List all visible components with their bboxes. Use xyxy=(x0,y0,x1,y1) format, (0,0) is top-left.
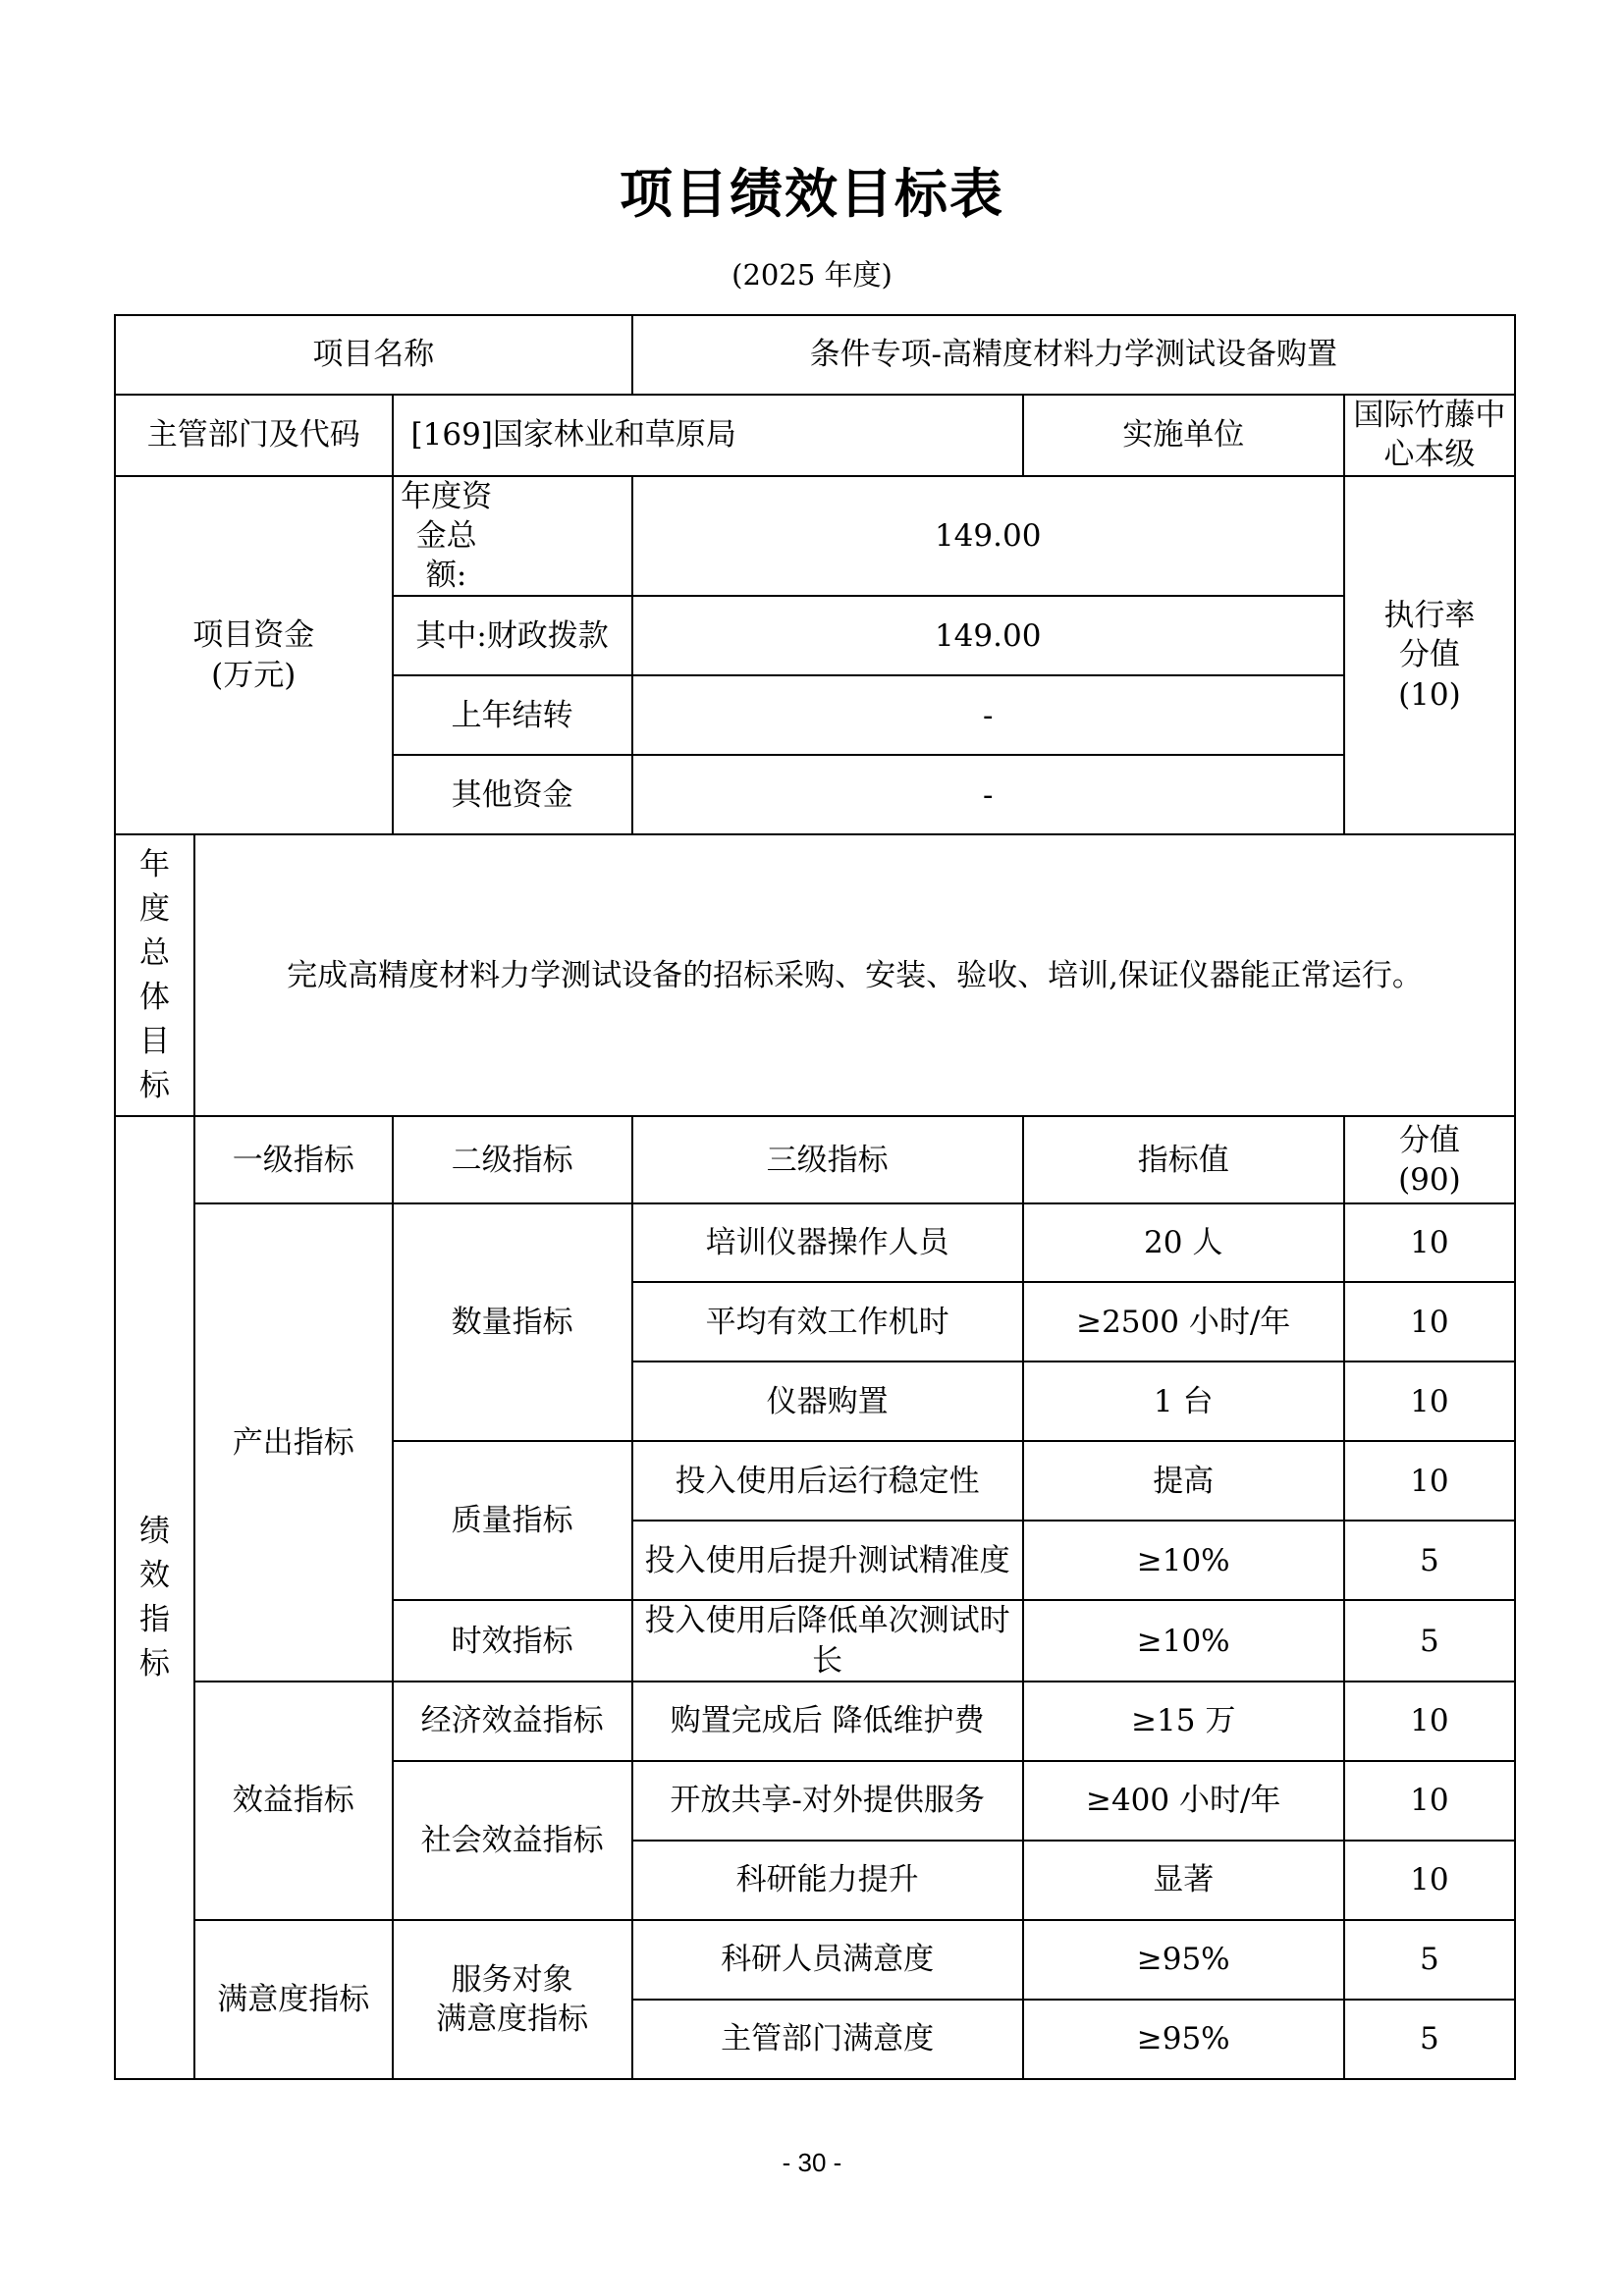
year-subtitle: (2025 年度) xyxy=(731,258,893,292)
funds-label xyxy=(115,476,393,835)
goal-label-text: 年度总体目标 xyxy=(139,847,170,1103)
execution-score-line2: 分值 xyxy=(1398,637,1460,673)
indicator-score: 10 xyxy=(1344,1203,1515,1282)
indicator-score: 10 xyxy=(1344,1282,1515,1362)
goal-label xyxy=(115,834,194,1116)
project-name-row xyxy=(115,315,1515,395)
group-satisfaction: 满意度指标 xyxy=(194,1920,393,2079)
indicator-name: 平均有效工作机时 xyxy=(632,1282,1023,1362)
subgroup-quality: 质量指标 xyxy=(393,1441,632,1600)
project-name-label: 项目名称 xyxy=(115,315,632,395)
indicator-name: 购置完成后 降低维护费 xyxy=(632,1682,1023,1761)
group-output: 产出指标 xyxy=(194,1203,393,1682)
impl-label: 实施单位 xyxy=(1023,395,1344,476)
funds-row-label: 年度资金总额: xyxy=(393,476,632,597)
indicator-name: 科研能力提升 xyxy=(632,1841,1023,1920)
indicator-score: 10 xyxy=(1344,1682,1515,1761)
header-level3: 三级指标 xyxy=(632,1116,1023,1203)
header-value: 指标值 xyxy=(1023,1116,1344,1203)
indicator-score: 10 xyxy=(1344,1362,1515,1441)
page-title: 项目绩效目标表 xyxy=(620,163,1004,225)
indicator-value: ≥2500 小时/年 xyxy=(1023,1282,1344,1362)
subgroup-quantity: 数量指标 xyxy=(393,1203,632,1441)
department-row xyxy=(115,395,1515,476)
indicator-row xyxy=(115,1682,1515,1761)
indicator-value: ≥15 万 xyxy=(1023,1682,1344,1761)
subgroup-service-line1: 服务对象 xyxy=(451,1961,573,1998)
funds-row xyxy=(115,476,1515,597)
subgroup-service xyxy=(393,1920,632,2079)
indicator-value: ≥95% xyxy=(1023,1920,1344,2000)
indicator-section-label xyxy=(115,1116,194,2079)
indicator-row xyxy=(115,1203,1515,1282)
header-level2: 二级指标 xyxy=(393,1116,632,1203)
subgroup-economic: 经济效益指标 xyxy=(393,1682,632,1761)
indicator-value: ≥10% xyxy=(1023,1600,1344,1682)
subgroup-service-line2: 满意度指标 xyxy=(436,2002,589,2038)
funds-row-label: 其中:财政拨款 xyxy=(393,596,632,675)
indicator-value: ≥400 小时/年 xyxy=(1023,1761,1344,1841)
dept-value: [169]国家林业和草原局 xyxy=(393,395,1023,476)
performance-table xyxy=(114,314,1516,2080)
execution-score xyxy=(1344,476,1515,835)
indicator-name: 投入使用后运行稳定性 xyxy=(632,1441,1023,1521)
indicator-name: 科研人员满意度 xyxy=(632,1920,1023,2000)
indicator-value: ≥95% xyxy=(1023,2000,1344,2079)
funds-row-label: 其他资金 xyxy=(393,755,632,834)
funds-row-value: - xyxy=(632,675,1344,755)
funds-row-value: - xyxy=(632,755,1344,834)
indicator-value: 1 台 xyxy=(1023,1362,1344,1441)
execution-score-line3: (10) xyxy=(1398,676,1461,713)
funds-row-value: 149.00 xyxy=(632,596,1344,675)
indicator-name: 开放共享-对外提供服务 xyxy=(632,1761,1023,1841)
subgroup-timeliness: 时效指标 xyxy=(393,1600,632,1682)
indicator-score: 5 xyxy=(1344,2000,1515,2079)
header-score-line2: (90) xyxy=(1398,1161,1461,1198)
funds-label-line1: 项目资金 xyxy=(192,617,315,654)
indicator-score: 10 xyxy=(1344,1761,1515,1841)
header-level1: 一级指标 xyxy=(194,1116,393,1203)
indicator-section-label-text: 绩效指标 xyxy=(139,1513,170,1682)
indicator-score: 5 xyxy=(1344,1600,1515,1682)
funds-row-label: 上年结转 xyxy=(393,675,632,755)
project-name-value: 条件专项-高精度材料力学测试设备购置 xyxy=(632,315,1515,395)
indicator-name: 投入使用后降低单次测试时长 xyxy=(632,1600,1023,1682)
indicator-value: ≥10% xyxy=(1023,1521,1344,1600)
indicator-value: 20 人 xyxy=(1023,1203,1344,1282)
indicator-score: 5 xyxy=(1344,1920,1515,2000)
subgroup-social: 社会效益指标 xyxy=(393,1761,632,1920)
indicator-header-row xyxy=(115,1116,1515,1203)
page-number: - 30 - xyxy=(782,2148,842,2177)
indicator-name: 仪器购置 xyxy=(632,1362,1023,1441)
indicator-row xyxy=(115,1920,1515,2000)
execution-score-line1: 执行率 xyxy=(1383,598,1476,634)
indicator-value: 提高 xyxy=(1023,1441,1344,1521)
funds-row-value: 149.00 xyxy=(632,476,1344,597)
indicator-score: 5 xyxy=(1344,1521,1515,1600)
indicator-score: 10 xyxy=(1344,1441,1515,1521)
funds-label-line2: (万元) xyxy=(211,657,297,693)
indicator-name: 主管部门满意度 xyxy=(632,2000,1023,2079)
indicator-name: 培训仪器操作人员 xyxy=(632,1203,1023,1282)
indicator-score: 10 xyxy=(1344,1841,1515,1920)
goal-text: 完成高精度材料力学测试设备的招标采购、安装、验收、培训,保证仪器能正常运行。 xyxy=(194,834,1515,1116)
indicator-value: 显著 xyxy=(1023,1841,1344,1920)
header-score xyxy=(1344,1116,1515,1203)
impl-value: 国际竹藤中心本级 xyxy=(1344,395,1515,476)
group-benefit: 效益指标 xyxy=(194,1682,393,1920)
header-score-line1: 分值 xyxy=(1398,1122,1460,1158)
indicator-name: 投入使用后提升测试精准度 xyxy=(632,1521,1023,1600)
goal-row xyxy=(115,834,1515,1116)
dept-label: 主管部门及代码 xyxy=(115,395,393,476)
